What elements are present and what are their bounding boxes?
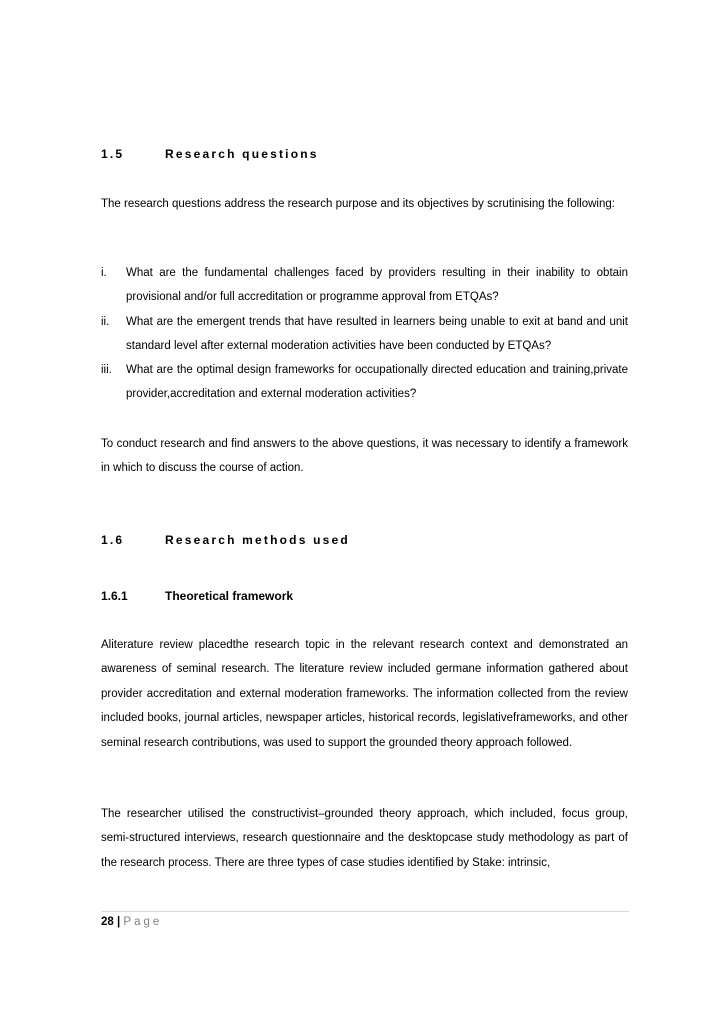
list-item bbox=[101, 261, 628, 310]
subsection-number: 1.6.1 bbox=[101, 589, 128, 603]
research-questions-list bbox=[101, 261, 628, 407]
section-heading-1-5 bbox=[101, 147, 319, 161]
approach-paragraph: The researcher utilised the constructivist–grounded theory approach, which included, focus group, semi-structured interviews, research questionnaire and the desktopcase study methodology as part of the research process. There are three types of case studies identified by Stake: intrinsic, bbox=[101, 808, 628, 869]
list-item bbox=[101, 310, 628, 359]
page-label: Page bbox=[123, 916, 163, 928]
list-marker: iii. bbox=[101, 364, 112, 377]
list-marker: ii. bbox=[101, 315, 110, 328]
subsection-heading-1-6-1 bbox=[101, 589, 293, 603]
section-number: 1.5 bbox=[101, 147, 125, 161]
section-title: Research questions bbox=[165, 147, 319, 161]
subsection-title: Theoretical framework bbox=[165, 589, 294, 603]
page-footer bbox=[101, 916, 162, 928]
list-item-text: What are the optimal design frameworks for occupationally directed education and training,private provider,accreditation and external moderation activities? bbox=[126, 364, 628, 401]
list-marker: i. bbox=[101, 267, 107, 279]
literature-paragraph: Aliterature review placedthe research topic in the relevant research context and demonstrated an awareness of seminal research. The literature review included germane information gathered about provider accreditation and external moderation frameworks. The information collected from the review included books, journal articles, newspaper articles, historical records, legislativeframeworks, and other seminal research contributions, was used to support the grounded theory approach followed. bbox=[101, 639, 628, 749]
section-number: 1.6 bbox=[101, 533, 125, 547]
section-heading-1-6 bbox=[101, 533, 350, 547]
list-item-text: What are the emergent trends that have resulted in learners being unable to exit at band and unit standard level after external moderation activities have been conducted by ETQAs? bbox=[126, 315, 628, 352]
page-number: 28 bbox=[101, 916, 114, 928]
framework-paragraph: To conduct research and find answers to the above questions, it was necessary to identify a framework in which to discuss the course of action. bbox=[101, 438, 628, 475]
list-item bbox=[101, 358, 628, 407]
section-title: Research methods used bbox=[165, 533, 350, 547]
footer-separator: | bbox=[117, 916, 121, 928]
footer-divider bbox=[101, 911, 629, 912]
intro-paragraph: The research questions address the research purpose and its objectives by scrutinising the following: bbox=[101, 198, 615, 210]
list-item-text: What are the fundamental challenges faced by providers resulting in their inability to obtain provisional and/or full accreditation or programme approval from ETQAs? bbox=[126, 267, 628, 304]
